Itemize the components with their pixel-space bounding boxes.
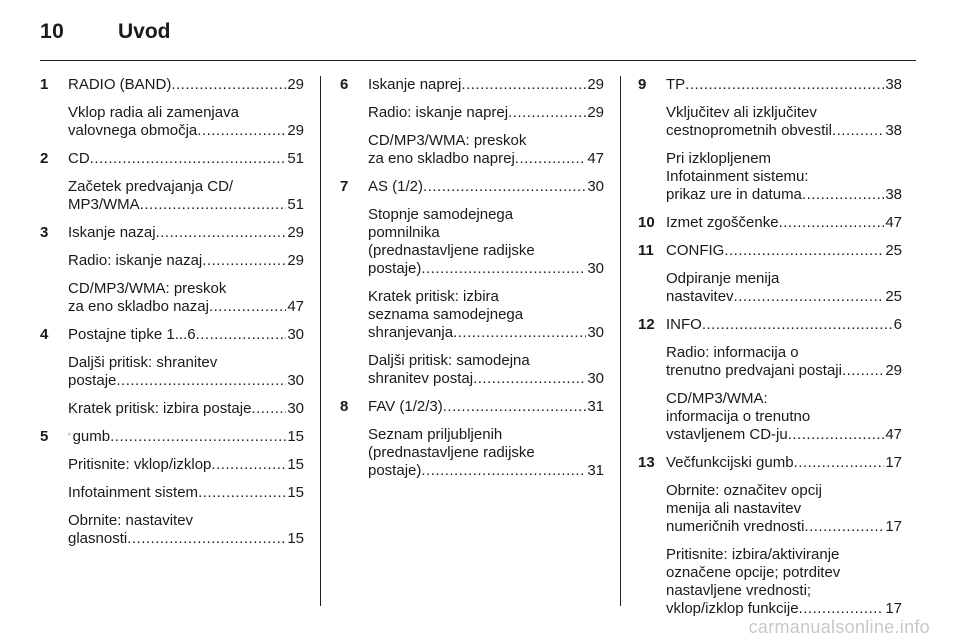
entry-body [68, 76, 304, 94]
entry-text-line: Daljši pritisk: samodejna [368, 352, 530, 369]
page-reference[interactable]: 6 [893, 316, 902, 333]
dot-leader [202, 252, 286, 270]
page-reference[interactable]: 17 [885, 518, 902, 535]
entry-text-line: CD/MP3/WMA: [666, 390, 768, 407]
entry-text-line: Radio: iskanje nazaj [68, 252, 203, 269]
entry-text-line: Infotainment sistem [68, 484, 199, 501]
toc-entry[interactable] [340, 352, 604, 388]
toc-entry[interactable] [340, 178, 604, 196]
toc-entry[interactable] [340, 398, 604, 416]
entry-text-line: Večfunkcijski gumb [666, 454, 794, 471]
column-divider-1 [320, 76, 321, 606]
entry-text-line: cestnoprometnih obvestil [666, 122, 832, 139]
dot-leader [794, 454, 885, 472]
entry-number: 3 [40, 224, 49, 241]
entry-text-line: CD [68, 150, 90, 167]
entry-text-line: Vključitev ali izključitev [666, 104, 817, 121]
page-reference[interactable]: 30 [287, 400, 304, 417]
dot-leader [90, 150, 287, 168]
page-reference[interactable]: 38 [885, 76, 902, 93]
entry-text-line: CONFIG [666, 242, 725, 259]
toc-entry[interactable] [638, 454, 902, 472]
entry-body [368, 288, 604, 342]
entry-text-line: Obrnite: nastavitev [68, 512, 194, 529]
entry-text-line: Iskanje nazaj [68, 224, 156, 241]
entry-number: 13 [638, 454, 655, 471]
entry-text-line: Vklop radia ali zamenjava [68, 104, 239, 121]
toc-entry[interactable] [340, 206, 604, 278]
entry-body [68, 280, 304, 316]
page-reference[interactable]: 29 [587, 76, 604, 93]
toc-entry[interactable] [340, 426, 604, 480]
entry-text-line: INFO [666, 316, 702, 333]
toc-entry[interactable] [40, 400, 304, 418]
entry-body [666, 344, 902, 380]
toc-entry[interactable] [40, 178, 304, 214]
entry-number: 11 [638, 242, 654, 259]
page-reference[interactable]: 15 [287, 484, 304, 501]
toc-column-1 [40, 76, 304, 558]
entry-body [666, 390, 902, 444]
entry-body [368, 76, 604, 94]
entry-text-line: Kratek pritisk: izbira postaje [68, 400, 252, 417]
dot-leader [508, 104, 586, 122]
page-reference[interactable]: 15 [287, 530, 304, 547]
toc-entry[interactable] [40, 354, 304, 390]
page-reference[interactable]: 30 [287, 326, 304, 343]
entry-number: 5 [40, 428, 49, 445]
toc-entry[interactable] [638, 390, 902, 444]
page-reference[interactable]: 15 [287, 428, 304, 445]
toc-entry[interactable] [40, 252, 304, 270]
toc-entry[interactable] [638, 482, 902, 536]
entry-text-line: Radio: iskanje naprej [368, 104, 509, 121]
page-reference[interactable]: 29 [287, 76, 304, 93]
page-reference[interactable]: 38 [885, 122, 902, 139]
page-reference[interactable]: 47 [587, 150, 604, 167]
toc-entry[interactable] [638, 76, 902, 94]
toc-entry[interactable] [40, 456, 304, 474]
page-reference[interactable]: 25 [885, 242, 902, 259]
entry-text-line: prikaz ure in datuma [666, 186, 802, 203]
dot-leader [421, 462, 586, 480]
entry-text-line: menija ali nastavitev [666, 500, 802, 517]
entry-text-line: Pritisnite: izbira/aktiviranje [666, 546, 840, 563]
page-reference[interactable]: 30 [587, 370, 604, 387]
entry-body [666, 104, 902, 140]
entry-text-line: informacija o trenutno [666, 408, 811, 425]
entry-text-line: Radio: informacija o [666, 344, 799, 361]
toc-entry[interactable] [40, 280, 304, 316]
entry-text-line: numeričnih vrednosti [666, 518, 805, 535]
entry-body [68, 326, 304, 344]
entry-text-line: postaje [68, 372, 117, 389]
page-reference[interactable]: 51 [287, 196, 304, 213]
entry-body [68, 400, 304, 418]
entry-body [666, 150, 902, 204]
toc-entry[interactable] [40, 326, 304, 344]
entry-body [666, 242, 902, 260]
toc-entry[interactable] [40, 484, 304, 502]
entry-text-line: za eno skladbo nazaj [68, 298, 209, 315]
entry-body [666, 482, 902, 536]
entry-text-line: RADIO (BAND) [68, 76, 172, 93]
dot-leader [127, 530, 286, 548]
entry-body [666, 214, 902, 232]
entry-text-line: postaje) [368, 260, 422, 277]
entry-body [68, 428, 304, 446]
page-reference[interactable]: 29 [287, 252, 304, 269]
dot-leader [116, 372, 286, 390]
entry-number: 1 [40, 76, 49, 93]
entry-body [368, 426, 604, 480]
entry-number: 4 [40, 326, 49, 343]
entry-text-line: označene opcije; potrditev [666, 564, 841, 581]
entry-text-line: MP3/WMA [68, 196, 140, 213]
entry-number: 8 [340, 398, 349, 415]
toc-entry[interactable] [340, 288, 604, 342]
toc-entry[interactable] [340, 76, 604, 94]
toc-entry[interactable] [340, 104, 604, 122]
page-reference[interactable]: 30 [287, 372, 304, 389]
page-reference[interactable]: 29 [287, 122, 304, 139]
column-divider-2 [620, 76, 621, 606]
entry-text-line: seznama samodejnega [368, 306, 524, 323]
entry-text-line: Postajne tipke 1...6 [68, 326, 196, 343]
entry-body [666, 76, 902, 94]
entry-number: 2 [40, 150, 49, 167]
entry-number: 12 [638, 316, 655, 333]
entry-number: 9 [638, 76, 647, 93]
toc-column-3 [638, 76, 902, 628]
page-reference[interactable]: 30 [587, 260, 604, 277]
entry-body [68, 354, 304, 390]
entry-body [68, 456, 304, 474]
entry-text-line: valovnega območja [68, 122, 198, 139]
page-reference[interactable]: 29 [885, 362, 902, 379]
entry-text-line: Stopnje samodejnega [368, 206, 514, 223]
page-reference[interactable]: 29 [587, 104, 604, 121]
entry-body [368, 178, 604, 196]
dot-leader [171, 76, 286, 94]
page-reference[interactable]: 47 [885, 214, 902, 231]
entry-number: 7 [340, 178, 349, 195]
page-reference[interactable]: 47 [287, 298, 304, 315]
dot-leader [156, 224, 287, 242]
entry-text-line: FAV (1/2/3) [368, 398, 443, 415]
entry-text-line: CD/MP3/WMA: preskok [368, 132, 527, 149]
dot-leader [842, 362, 884, 380]
dot-leader [453, 324, 586, 342]
entry-body [68, 150, 304, 168]
dot-leader [802, 186, 884, 204]
entry-text-line: Infotainment sistemu: [666, 168, 809, 185]
entry-text-line: nastavljene vrednosti; [666, 582, 812, 599]
entry-text-line: Začetek predvajanja CD/ [68, 178, 234, 195]
dot-leader [515, 150, 587, 168]
entry-text-line: shranitev postaj [368, 370, 474, 387]
page-header [0, 0, 960, 62]
entry-text-line: pomnilnika [368, 224, 440, 241]
dot-leader [197, 122, 286, 140]
entry-text-line: TP [666, 76, 686, 93]
entry-text-line: vstavljenem CD-ju [666, 426, 788, 443]
entry-text-line: Obrnite: označitev opcij [666, 482, 822, 499]
toc-entry[interactable] [638, 214, 902, 232]
page-reference[interactable]: 30 [587, 324, 604, 341]
dot-leader [209, 298, 286, 316]
entry-text-line: shranjevanja [368, 324, 454, 341]
toc-entry[interactable] [40, 428, 304, 446]
dot-leader [832, 122, 884, 140]
entry-body [68, 252, 304, 270]
entry-text-line: za eno skladbo naprej [368, 150, 515, 167]
dot-leader [734, 288, 885, 306]
dot-leader [779, 214, 885, 232]
entry-body [368, 206, 604, 278]
toc-entry[interactable] [40, 150, 304, 168]
entry-number: 6 [340, 76, 349, 93]
entry-body [68, 178, 304, 214]
entry-text-line: (prednastavljene radijske [368, 242, 535, 259]
page-reference[interactable]: 47 [885, 426, 902, 443]
entry-body [666, 454, 902, 472]
watermark: carmanualsonline.info [748, 617, 930, 637]
dot-leader [140, 196, 287, 214]
power-knob-icon [68, 428, 71, 440]
entry-text-line: vklop/izklop funkcije [666, 600, 799, 617]
entry-text-line: trenutno predvajani postaji [666, 362, 842, 379]
dot-leader [473, 370, 586, 388]
page-reference[interactable]: 17 [885, 600, 902, 617]
dot-leader [251, 400, 286, 418]
page-reference[interactable]: 17 [885, 454, 902, 471]
entry-body [666, 270, 902, 306]
entry-text-line: Odpiranje menija [666, 270, 780, 287]
entry-text-line: Kratek pritisk: izbira [368, 288, 499, 305]
page-reference[interactable]: 15 [287, 456, 304, 473]
dot-leader [724, 242, 884, 260]
dot-leader [804, 518, 884, 536]
toc-entry[interactable] [638, 150, 902, 204]
toc-column-2 [340, 76, 604, 490]
dot-leader [421, 260, 586, 278]
page-reference[interactable]: 38 [885, 186, 902, 203]
page-reference[interactable]: 29 [287, 224, 304, 241]
entry-text-line: Pri izklopljenem [666, 150, 772, 167]
dot-leader [461, 76, 586, 94]
entry-body [666, 546, 902, 618]
toc-entry[interactable] [638, 344, 902, 380]
toc-entry[interactable] [40, 512, 304, 548]
entry-text-line: Iskanje naprej [368, 76, 462, 93]
toc-entry[interactable] [638, 104, 902, 140]
dot-leader [702, 316, 893, 334]
entry-body [68, 224, 304, 242]
entry-text-line: AS (1/2) [368, 178, 424, 195]
entry-body [368, 352, 604, 388]
toc-entry[interactable] [40, 224, 304, 242]
entry-text-line: CD/MP3/WMA: preskok [68, 280, 227, 297]
entry-body [68, 512, 304, 548]
dot-leader [110, 428, 286, 446]
dot-leader [685, 76, 884, 94]
entry-text-line: Daljši pritisk: shranitev [68, 354, 218, 371]
entry-number: 10 [638, 214, 655, 231]
page-title: Uvod [118, 20, 171, 43]
entry-text-line: nastavitev [666, 288, 734, 305]
entry-text-line: Izmet zgoščenke [666, 214, 779, 231]
dot-leader [788, 426, 885, 444]
dot-leader [423, 178, 586, 196]
entry-text-line: postaje) [368, 462, 422, 479]
entry-body [368, 132, 604, 168]
dot-leader [211, 456, 286, 474]
page-reference[interactable]: 25 [885, 288, 902, 305]
entry-body [68, 484, 304, 502]
page-reference[interactable]: 30 [587, 178, 604, 195]
toc-entry[interactable] [638, 546, 902, 618]
dot-leader [799, 600, 885, 618]
dot-leader [196, 326, 287, 344]
entry-text-line: Pritisnite: vklop/izklop [68, 456, 212, 473]
header-divider [40, 60, 916, 61]
toc-entry[interactable] [638, 316, 902, 334]
entry-body [368, 398, 604, 416]
toc-entry[interactable] [40, 76, 304, 94]
entry-body [68, 104, 304, 140]
entry-body [368, 104, 604, 122]
toc-entry[interactable] [638, 270, 902, 306]
page-number: 10 [40, 20, 65, 43]
toc-entry[interactable] [40, 104, 304, 140]
entry-text-line: glasnosti [68, 530, 128, 547]
dot-leader [198, 484, 286, 502]
entry-text-line: Seznam priljubljenih [368, 426, 503, 443]
entry-body [666, 316, 902, 334]
entry-text-line: gumb [72, 428, 111, 445]
entry-text-line: (prednastavljene radijske [368, 444, 535, 461]
toc-entry[interactable] [638, 242, 902, 260]
page-reference[interactable]: 51 [287, 150, 304, 167]
toc-entry[interactable] [340, 132, 604, 168]
page-reference[interactable]: 31 [587, 398, 604, 415]
dot-leader [443, 398, 587, 416]
page-reference[interactable]: 31 [587, 462, 604, 479]
